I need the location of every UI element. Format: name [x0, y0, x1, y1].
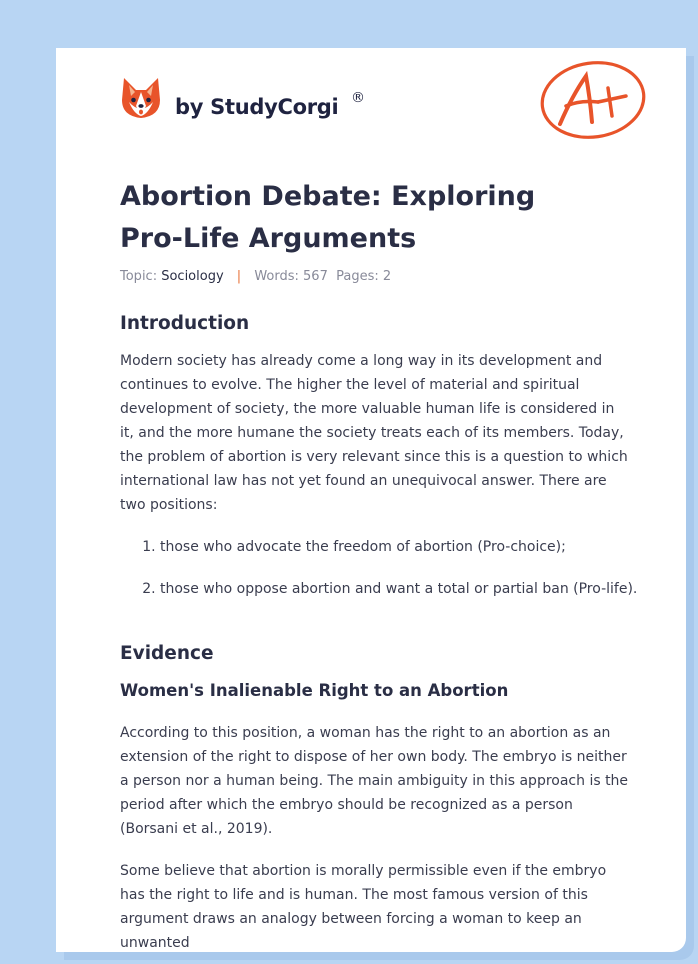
- studycorgi-logo[interactable]: [120, 76, 380, 120]
- document-page: [56, 48, 686, 952]
- positions-list: [120, 535, 672, 619]
- introduction-paragraph: Modern society has already come a long way in its development and continues to evolve. The higher the level of material and spiritual development of society, the more valuable human life is considered in it, and the more humane the society treats each of its members. Today, the problem of abortion is very relevant since this is a question to which international law has not yet found an unequivocal answer. There are two positions:: [120, 353, 628, 513]
- word-count: Words: 567: [254, 269, 328, 284]
- corgi-icon: [120, 76, 162, 120]
- list-item: 1. those who advocate the freedom of abortion (Pro-choice);: [160, 535, 672, 559]
- meta-separator: |: [236, 269, 242, 284]
- a-plus-grade-icon: [538, 58, 648, 142]
- evidence-paragraph-2: Some believe that abortion is morally permissible even if the embryo has the right to life and is human. The most famous version of this argument draws an analogy between forcing a woman to keep an unwanted: [120, 863, 607, 951]
- introduction-heading: Introduction: [120, 313, 250, 334]
- meta-info: [120, 269, 391, 284]
- page-count: Pages: 2: [336, 269, 392, 284]
- evidence-heading: Evidence: [120, 643, 214, 664]
- page-title: Abortion Debate: Exploring Pro-Life Arguments: [120, 181, 536, 254]
- evidence-paragraph-1: According to this position, a woman has the right to an abortion as an extension of the right to dispose of her own body. The embryo is neither a person nor a human being. The main ambiguity in this approach is the period after which the embryo should be recognized as a person (Borsani et al., 2019).: [120, 725, 629, 837]
- evidence-subheading: Women's Inalienable Right to an Abortion: [120, 681, 509, 700]
- topic-link[interactable]: Sociology: [161, 269, 224, 284]
- list-item: 2. those who oppose abortion and want a total or partial ban (Pro-life).: [160, 577, 672, 601]
- registered-mark: ®: [351, 90, 365, 106]
- topic-label: Topic:: [120, 269, 158, 284]
- brand-name: by StudyCorgi: [175, 95, 339, 119]
